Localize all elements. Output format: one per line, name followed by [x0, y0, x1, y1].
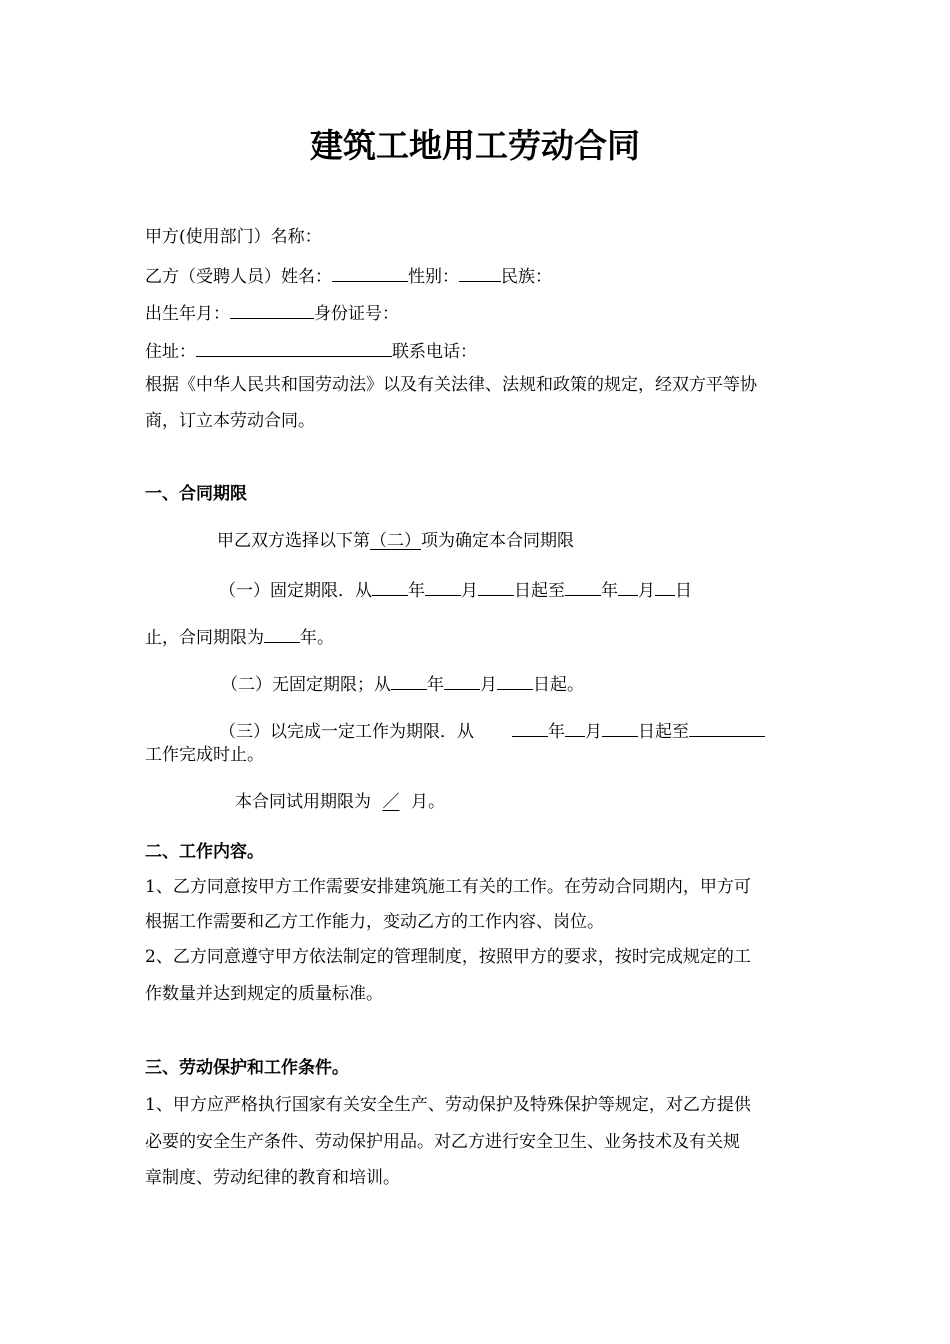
task-year-blank [512, 719, 548, 737]
party-a-label: 甲方(使用部门）名称： [145, 227, 322, 247]
task-day-blank [602, 719, 638, 737]
end-month-label: 月 [638, 581, 655, 601]
open-year-label: 年 [427, 675, 444, 695]
section-1-heading: 一、合同期限 [145, 484, 247, 504]
intro-line-2: 商，订立本劳动合同。 [145, 411, 315, 431]
day-from-label: 日起至 [514, 581, 565, 601]
open-day-label: 日起。 [533, 675, 584, 695]
phone-label: 联系电话： [392, 342, 477, 362]
party-b-name-label: 乙方（受聘人员）姓名： [145, 267, 332, 287]
task-term-prefix: （三）以完成一定工作为期限．从 [219, 722, 474, 742]
address-line [145, 339, 477, 363]
section-3-heading: 三、劳动保护和工作条件。 [145, 1058, 349, 1078]
term-length-prefix: 止，合同期限为 [145, 628, 264, 648]
end-day-blank [655, 578, 675, 596]
party-a-line [145, 226, 322, 248]
fixed-term-prefix: （一）固定期限．从 [219, 581, 372, 601]
section-3-p1-line1: 1、甲方应严格执行国家有关安全生产、劳动保护及特殊保护等规定，对乙方提供 [145, 1095, 751, 1115]
year-label: 年 [408, 581, 425, 601]
section-2-p2-line2: 作数量并达到规定的质量标准。 [145, 984, 383, 1004]
open-month-label: 月 [480, 675, 497, 695]
term-choice-line [217, 530, 574, 552]
probation-line [235, 791, 445, 813]
end-day-label: 日 [675, 581, 692, 601]
section-2-p1-line1: 1、乙方同意按甲方工作需要安排建筑施工有关的工作。在劳动合同期内，甲方可 [145, 877, 751, 897]
birth-line [145, 301, 399, 325]
end-year-label: 年 [601, 581, 618, 601]
section-2-heading: 二、工作内容。 [145, 842, 264, 862]
probation-value: ／ [382, 792, 400, 812]
birth-blank [230, 301, 314, 319]
term-choice-suffix: 项为确定本合同期限 [421, 531, 574, 551]
task-term-line-2: 工作完成时止。 [145, 745, 264, 765]
probation-suffix: 月。 [411, 792, 445, 812]
task-month-label: 月 [585, 722, 602, 742]
task-term-line [219, 719, 765, 743]
intro-line-1: 根据《中华人民共和国劳动法》以及有关法律、法规和政策的规定，经双方平等协 [145, 375, 757, 395]
gender-blank [459, 264, 501, 282]
ethnicity-label: 民族： [501, 267, 552, 287]
section-3-p1-line3: 章制度、劳动纪律的教育和培训。 [145, 1168, 400, 1188]
day-blank [478, 578, 514, 596]
open-month-blank [444, 672, 480, 690]
term-years-blank [264, 625, 300, 643]
task-day-from-label: 日起至 [638, 722, 689, 742]
end-year-blank [565, 578, 601, 596]
task-end-blank [689, 719, 765, 737]
term-choice-prefix: 甲乙双方选择以下第 [217, 531, 370, 551]
end-month-blank [618, 578, 638, 596]
fixed-term-line [219, 578, 692, 602]
open-year-blank [391, 672, 427, 690]
month-label: 月 [461, 581, 478, 601]
task-month-blank [565, 719, 585, 737]
fixed-term-line-2 [145, 625, 334, 649]
open-term-prefix: （二）无固定期限；从 [221, 675, 391, 695]
probation-prefix: 本合同试用期限为 [235, 792, 371, 812]
gender-label: 性别： [408, 267, 459, 287]
id-number-label: 身份证号： [314, 304, 399, 324]
address-label: 住址： [145, 342, 196, 362]
year-blank [372, 578, 408, 596]
document-title: 建筑工地用工劳动合同 [310, 126, 640, 165]
address-blank [196, 339, 392, 357]
term-length-suffix: 年。 [300, 628, 334, 648]
month-blank [425, 578, 461, 596]
section-2-p1-line2: 根据工作需要和乙方工作能力，变动乙方的工作内容、岗位。 [145, 912, 604, 932]
name-blank [332, 264, 408, 282]
section-3-p1-line2: 必要的安全生产条件、劳动保护用品。对乙方进行安全卫生、业务技术及有关规 [145, 1132, 740, 1152]
open-day-blank [497, 672, 533, 690]
open-term-line [221, 672, 584, 696]
party-b-line [145, 264, 552, 288]
task-year-label: 年 [548, 722, 565, 742]
section-2-p2-line1: 2、乙方同意遵守甲方依法制定的管理制度，按照甲方的要求，按时完成规定的工 [145, 947, 751, 967]
birth-label: 出生年月： [145, 304, 230, 324]
term-choice-value: （二） [370, 531, 421, 551]
